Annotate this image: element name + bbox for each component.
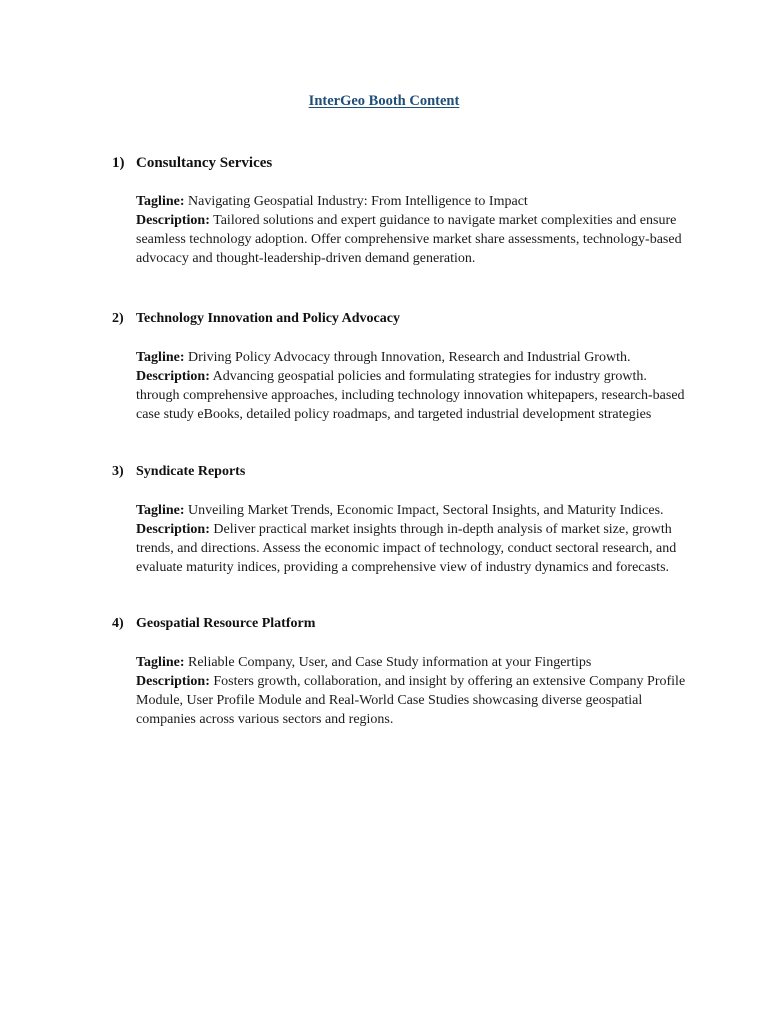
description-text: Advancing geospatial policies and formulating strategies for industry growth. through comprehensive approaches, including technology innovation whitepapers, research-based case study eBooks, detailed policy roadmaps, and targeted industrial development strategies xyxy=(136,369,685,422)
description-label: Description: xyxy=(136,522,210,537)
section-title: Geospatial Resource Platform xyxy=(136,616,316,631)
description-label: Description: xyxy=(136,369,210,384)
description xyxy=(136,211,692,268)
section-syndicate-reports xyxy=(112,464,692,577)
tagline xyxy=(136,653,692,672)
tagline xyxy=(136,192,692,211)
section-heading xyxy=(112,616,692,632)
tagline-label: Tagline: xyxy=(136,503,185,518)
section-number: 2) xyxy=(112,311,124,326)
section-body xyxy=(136,192,692,268)
section-body xyxy=(136,501,692,577)
description-text: Tailored solutions and expert guidance to navigate market complexities and ensure seamless technology adoption. Offer comprehensive market share assessments, technology-based advocacy and thought-leadership-driven demand generation. xyxy=(136,213,682,266)
section-title: Consultancy Services xyxy=(136,155,273,171)
section-number: 4) xyxy=(112,616,124,631)
tagline-label: Tagline: xyxy=(136,350,185,365)
tagline-text: Reliable Company, User, and Case Study information at your Fingertips xyxy=(188,655,592,670)
section-heading xyxy=(112,464,692,480)
section-body xyxy=(136,348,692,424)
tagline xyxy=(136,501,692,520)
section-number: 1) xyxy=(112,155,125,171)
description-text: Deliver practical market insights through in-depth analysis of market size, growth trends, and directions. Assess the economic impact of technology, conduct sectoral research, and evaluate maturity indices, providing a comprehensive view of industry dynamics and forecasts. xyxy=(136,522,677,575)
section-geospatial-resource-platform xyxy=(112,616,692,729)
section-technology-innovation xyxy=(112,311,692,424)
description xyxy=(136,367,692,424)
section-title: Syndicate Reports xyxy=(136,464,246,479)
tagline-text: Driving Policy Advocacy through Innovation, Research and Industrial Growth. xyxy=(188,350,631,365)
description-label: Description: xyxy=(136,213,210,228)
section-heading xyxy=(112,311,692,327)
description xyxy=(136,520,692,577)
section-body xyxy=(136,653,692,729)
tagline-label: Tagline: xyxy=(136,655,185,670)
tagline-text: Unveiling Market Trends, Economic Impact, Sectoral Insights, and Maturity Indices. xyxy=(188,503,664,518)
description-label: Description: xyxy=(136,674,210,689)
tagline-text: Navigating Geospatial Industry: From Intelligence to Impact xyxy=(188,194,528,209)
description xyxy=(136,672,692,729)
tagline-label: Tagline: xyxy=(136,194,185,209)
description-text: Fosters growth, collaboration, and insight by offering an extensive Company Profile Module, User Profile Module and Real-World Case Studies showcasing diverse geospatial companies across various sectors and regions. xyxy=(136,674,686,727)
section-heading xyxy=(112,155,692,172)
section-number: 3) xyxy=(112,464,124,479)
section-title: Technology Innovation and Policy Advocacy xyxy=(136,311,400,326)
section-consultancy-services xyxy=(112,155,692,268)
tagline xyxy=(136,348,692,367)
document-title: InterGeo Booth Content xyxy=(308,93,460,109)
